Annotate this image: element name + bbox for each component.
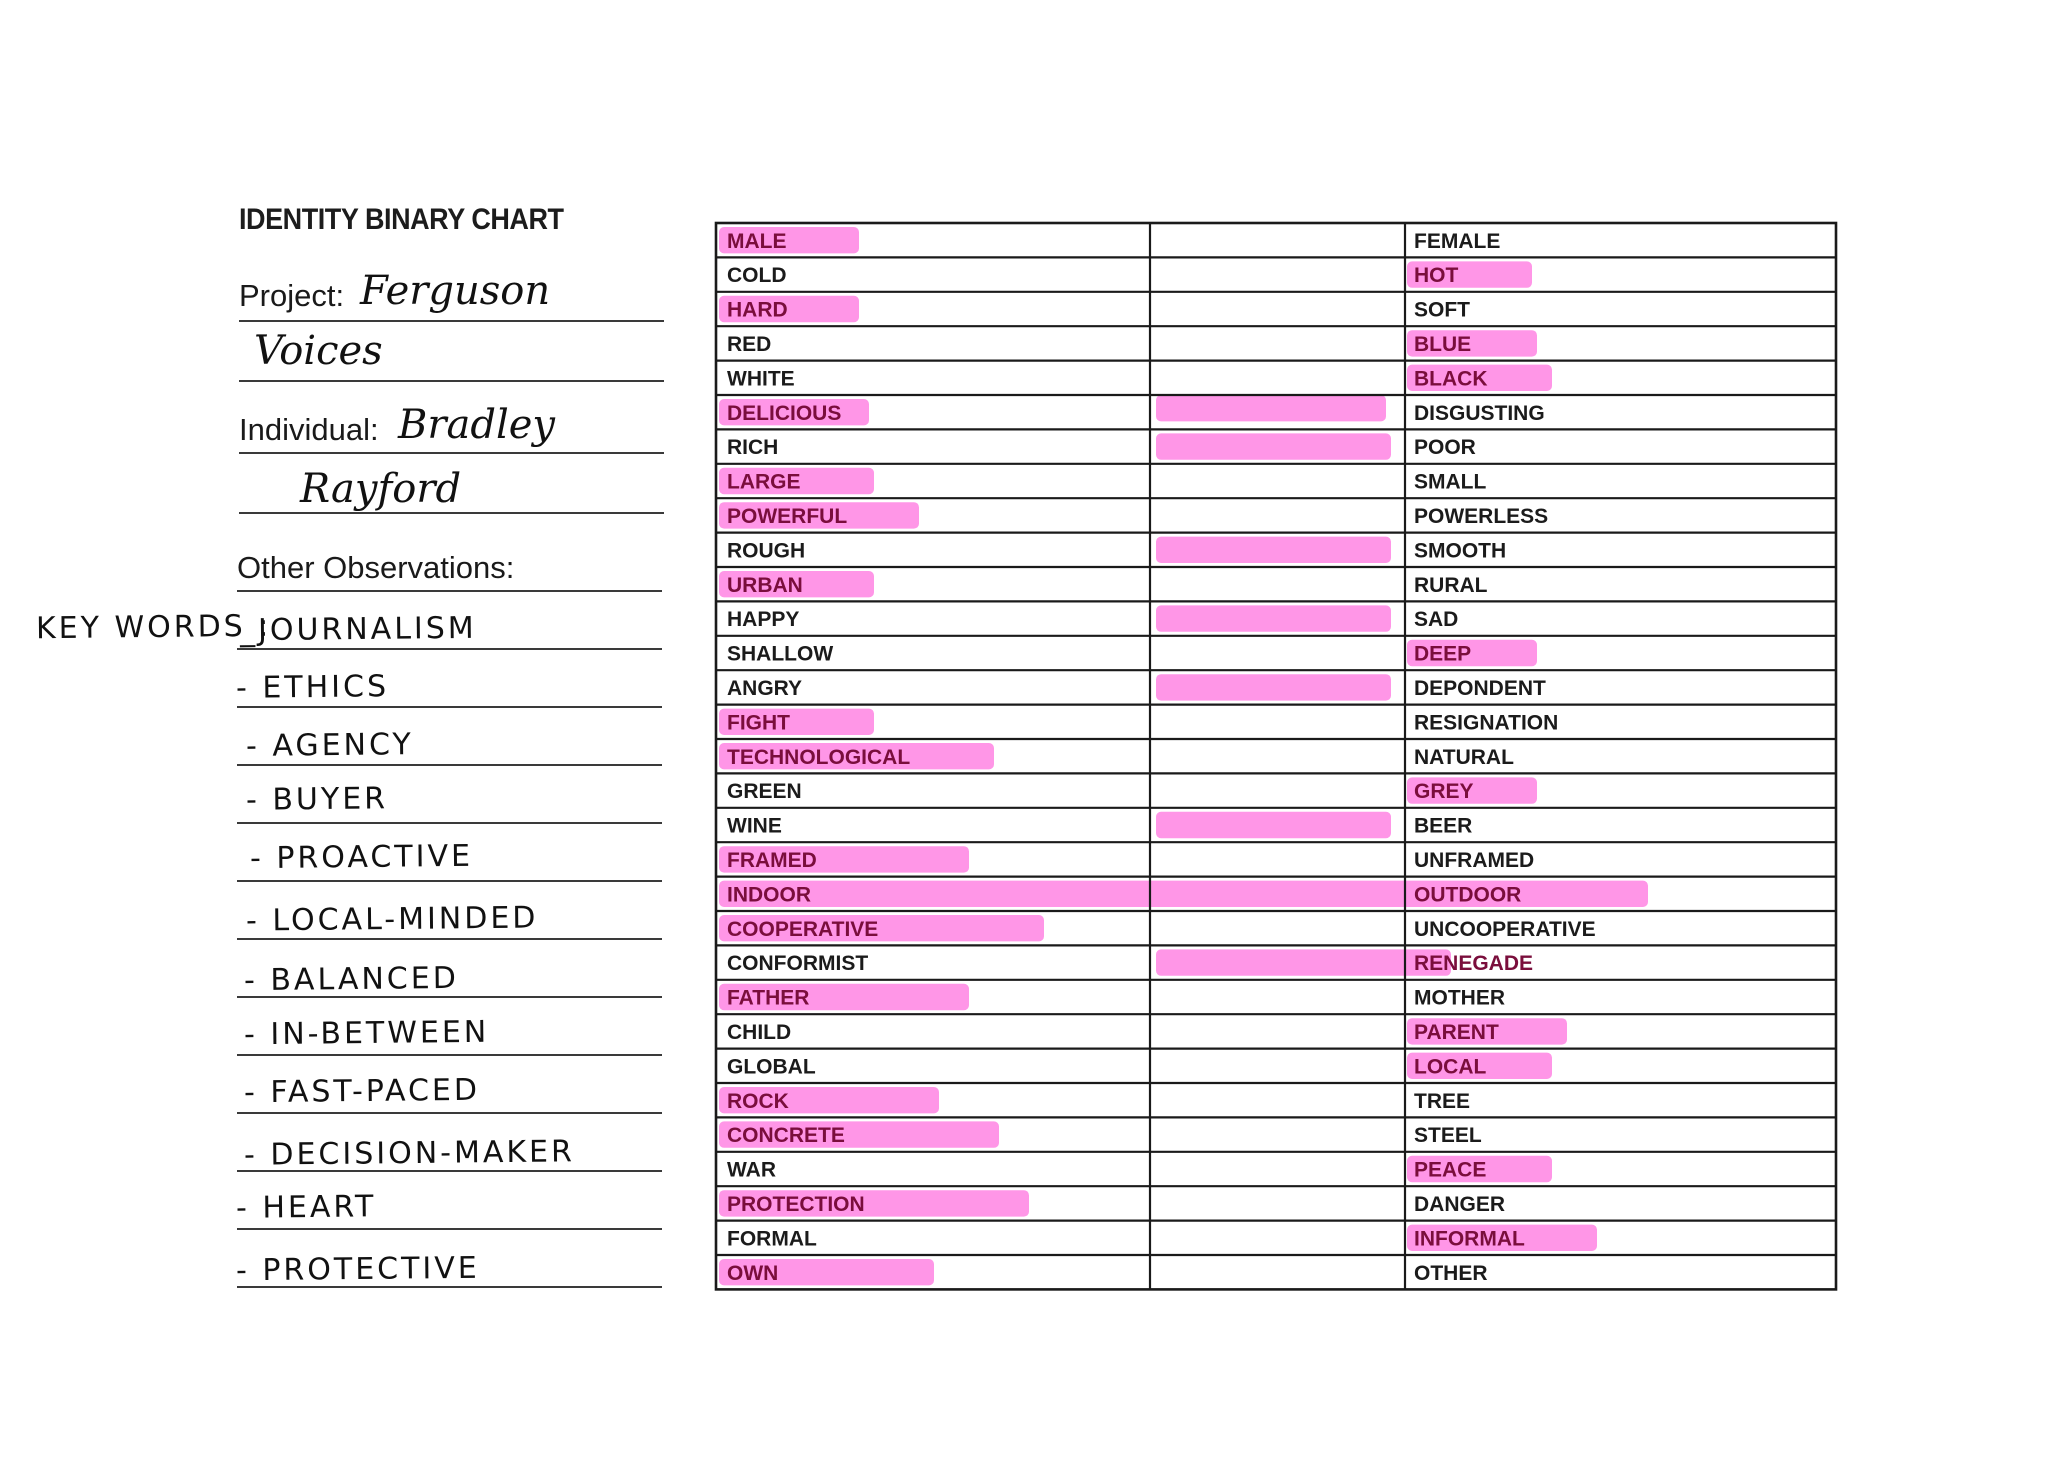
keyword-item: - HEART: [235, 1189, 377, 1226]
right-word: UNCOOPERATIVE: [1414, 917, 1596, 941]
keyword-item: - BUYER: [245, 781, 389, 818]
right-word: DEPONDENT: [1414, 676, 1546, 700]
project-label: Project:: [239, 278, 345, 313]
left-word: ROUGH: [727, 539, 806, 563]
right-word: RENEGADE: [1414, 952, 1534, 976]
project-value-line-1: Ferguson: [360, 268, 551, 314]
left-word: COLD: [727, 264, 787, 288]
left-word: RICH: [727, 436, 779, 460]
right-word: NATURAL: [1414, 745, 1514, 769]
right-word: HOT: [1414, 264, 1459, 288]
right-word: POWERLESS: [1414, 504, 1549, 528]
right-word: BEER: [1414, 814, 1473, 838]
left-word: CHILD: [727, 1020, 792, 1044]
left-word: SHALLOW: [727, 642, 834, 666]
right-word: DEEP: [1414, 642, 1472, 666]
right-word: INFORMAL: [1414, 1227, 1525, 1251]
right-word: FEMALE: [1414, 229, 1501, 253]
highlight-mark: [1156, 537, 1391, 563]
highlight-mark: [1156, 674, 1391, 700]
left-word: INDOOR: [727, 883, 811, 907]
left-word: GREEN: [727, 780, 802, 804]
project-value-line-2: Voices: [254, 328, 383, 374]
right-word: MOTHER: [1414, 986, 1505, 1010]
right-word: GREY: [1414, 780, 1474, 804]
left-word: URBAN: [727, 573, 803, 597]
right-word: SMOOTH: [1414, 539, 1507, 563]
keyword-item: - PROACTIVE: [249, 838, 474, 877]
keywords-label: KEY WORDS :: [35, 608, 272, 647]
left-word: POWERFUL: [727, 504, 848, 528]
keyword-item: - FAST-PACED: [243, 1072, 481, 1111]
right-word: LOCAL: [1414, 1055, 1487, 1079]
right-word: OUTDOOR: [1414, 883, 1522, 907]
individual-value-line-1: Bradley: [398, 402, 556, 448]
right-word: TREE: [1414, 1089, 1471, 1113]
right-word: BLACK: [1414, 367, 1488, 391]
keyword-item: - IN-BETWEEN: [243, 1014, 490, 1053]
individual-label: Individual:: [239, 412, 379, 447]
right-word: SMALL: [1414, 470, 1487, 494]
keyword-item: - ETHICS: [235, 669, 390, 706]
left-word: FORMAL: [727, 1227, 817, 1251]
highlight-mark: [1156, 605, 1391, 631]
left-word: HAPPY: [727, 608, 800, 632]
left-word: CONFORMIST: [727, 952, 869, 976]
left-word: WHITE: [727, 367, 795, 391]
keyword-item: - AGENCY: [245, 727, 414, 764]
individual-value-line-2: Rayford: [300, 466, 462, 512]
highlight-mark: [1156, 949, 1451, 975]
left-word: CONCRETE: [727, 1124, 845, 1148]
left-word: WAR: [727, 1158, 776, 1182]
right-word: DISGUSTING: [1414, 401, 1545, 425]
right-word: PEACE: [1414, 1158, 1487, 1182]
highlight-mark: [1156, 433, 1391, 459]
keyword-item: - BALANCED: [243, 960, 460, 999]
highlight-mark: [1156, 395, 1386, 421]
right-word: RESIGNATION: [1414, 711, 1559, 735]
left-word: MALE: [727, 229, 787, 253]
right-word: RURAL: [1414, 573, 1488, 597]
left-word: HARD: [727, 298, 788, 322]
left-word: LARGE: [727, 470, 801, 494]
observations-label: Other Observations:: [237, 550, 515, 585]
left-word: GLOBAL: [727, 1055, 816, 1079]
keyword-item: - PROTECTIVE: [235, 1250, 480, 1289]
left-word: COOPERATIVE: [727, 917, 879, 941]
right-word: DANGER: [1414, 1192, 1506, 1216]
keyword-item: _JOURNALISM: [239, 610, 477, 649]
right-word: SAD: [1414, 608, 1459, 632]
right-word: OTHER: [1414, 1261, 1488, 1285]
keyword-item: - DECISION-MAKER: [243, 1134, 576, 1173]
right-word: STEEL: [1414, 1124, 1482, 1148]
left-word: ANGRY: [727, 676, 803, 700]
right-word: PARENT: [1414, 1020, 1499, 1044]
right-word: BLUE: [1414, 332, 1472, 356]
left-word: RED: [727, 332, 772, 356]
left-word: FATHER: [727, 986, 810, 1010]
left-word: ROCK: [727, 1089, 789, 1113]
right-word: SOFT: [1414, 298, 1470, 322]
left-word: TECHNOLOGICAL: [727, 745, 911, 769]
left-word: OWN: [727, 1261, 779, 1285]
left-word: FRAMED: [727, 848, 817, 872]
left-word: DELICIOUS: [727, 401, 842, 425]
right-word: POOR: [1414, 436, 1476, 460]
left-word: WINE: [727, 814, 782, 838]
right-word: UNFRAMED: [1414, 848, 1535, 872]
highlight-mark: [1156, 812, 1391, 838]
left-word: FIGHT: [727, 711, 790, 735]
keyword-item: - LOCAL-MINDED: [245, 900, 539, 939]
left-word: PROTECTION: [727, 1192, 865, 1216]
form-title: IDENTITY BINARY CHART: [239, 203, 564, 236]
